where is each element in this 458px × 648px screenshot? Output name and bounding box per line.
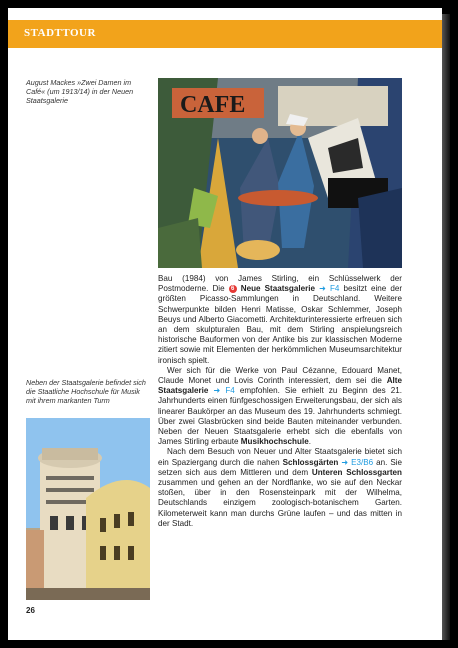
paragraph-3: Nach dem Besuch von Neuer und Alter Staatsgalerie bietet sich ein Spaziergang durch die nahen Schlossgärten ➜ E3/B6 an. Sie setzen sich aus dem Mittleren und dem Unteren Schlossgarten zusammen und gehen an der Nordflanke, wo sie auf den Neckar stoßen, über in den Rosensteinpark mit der Wilhelma, Deutschlands einzigem zoologisch-botanischem Garten. Kilometerweit kann man durchs Grüne laufen – und das mitten in der Stadt. xyxy=(158,447,403,528)
arrow-right-icon: ➜ xyxy=(319,284,326,294)
painting-caption: August Mackes »Zwei Damen im Café« (um 1913/14) in der Neuen Staatsgalerie xyxy=(26,78,134,105)
page-number: 26 xyxy=(26,606,35,615)
highlight-alte-staatsgalerie: Alte Staatsgalerie xyxy=(158,376,402,396)
section-header-bar xyxy=(8,20,442,48)
arrow-right-icon: ➜ xyxy=(341,457,349,467)
poi-marker-icon: 6 xyxy=(229,285,237,293)
article-body xyxy=(158,274,402,529)
map-ref-alte-staatsgalerie[interactable]: ➜ F4 xyxy=(213,386,235,396)
highlight-neue-staatsgalerie: Neue Staatsgalerie xyxy=(240,284,316,294)
map-ref-schlossgaerten[interactable]: ➜ E3/B6 xyxy=(341,457,374,467)
arrow-right-icon: ➜ xyxy=(213,386,221,396)
highlight-schlossgaerten: Schlossgärten xyxy=(282,457,339,467)
paragraph-1: Bau (1984) von James Stirling, ein Schlüsselwerk der Postmoderne. Die 6 Neue Staatsgalerie ➜ F4 besitzt eine der größten Picasso-Sammlungen in Deutschland. Weitere Schwerpunkte bilden Henri Matisse, Oskar Schlemmer, Joseph Beuys und Alberto Giacometti. Architekturinteressierte erfreuen sich an dem skulpturalen Bau, mit dem Stirling anspielungsreich historische Bauformen von der Antike bis zur klassischen Moderne zitiert sowie mit Elementen der herkömmlichen Museumsarchitektur ironisch spielt. xyxy=(158,274,403,365)
map-ref-neue-staatsgalerie[interactable]: ➜ F4 xyxy=(319,284,340,294)
paragraph-2: Wer sich für die Werke von Paul Cézanne, Edouard Manet, Claude Monet und Lovis Corinth interessiert, dem sei die Alte Staatsgalerie ➜ F4 empfohlen. Sie erhielt zu Beginn des 21. Jahrhunderts einen fünfgeschossigen Erweiterungsbau, der sich als linearer Baukörper an das Museum des 19. Jahrhunderts schmiegt. Über zwei Glasbrücken sind beide Bauten miteinander verbunden. Neben der Neuen Staatsgalerie erhebt sich die ebenfalls von James Stirling erbaute Musikhochschule. xyxy=(158,365,402,447)
building-photo xyxy=(26,418,150,600)
page-shadow xyxy=(442,14,450,640)
painting-image xyxy=(158,78,402,268)
cafe-sign-text: CAFE xyxy=(180,92,246,118)
section-title: STADTTOUR xyxy=(24,27,96,39)
building-caption: Neben der Staatsgalerie befindet sich die Staatliche Hochschule für Musik mit ihrem markanten Turm xyxy=(26,378,146,405)
highlight-unterer-schlossgarten: Unteren Schlossgarten xyxy=(311,467,403,477)
highlight-musikhochschule: Musikhochschule xyxy=(240,437,309,447)
book-page xyxy=(8,8,442,640)
